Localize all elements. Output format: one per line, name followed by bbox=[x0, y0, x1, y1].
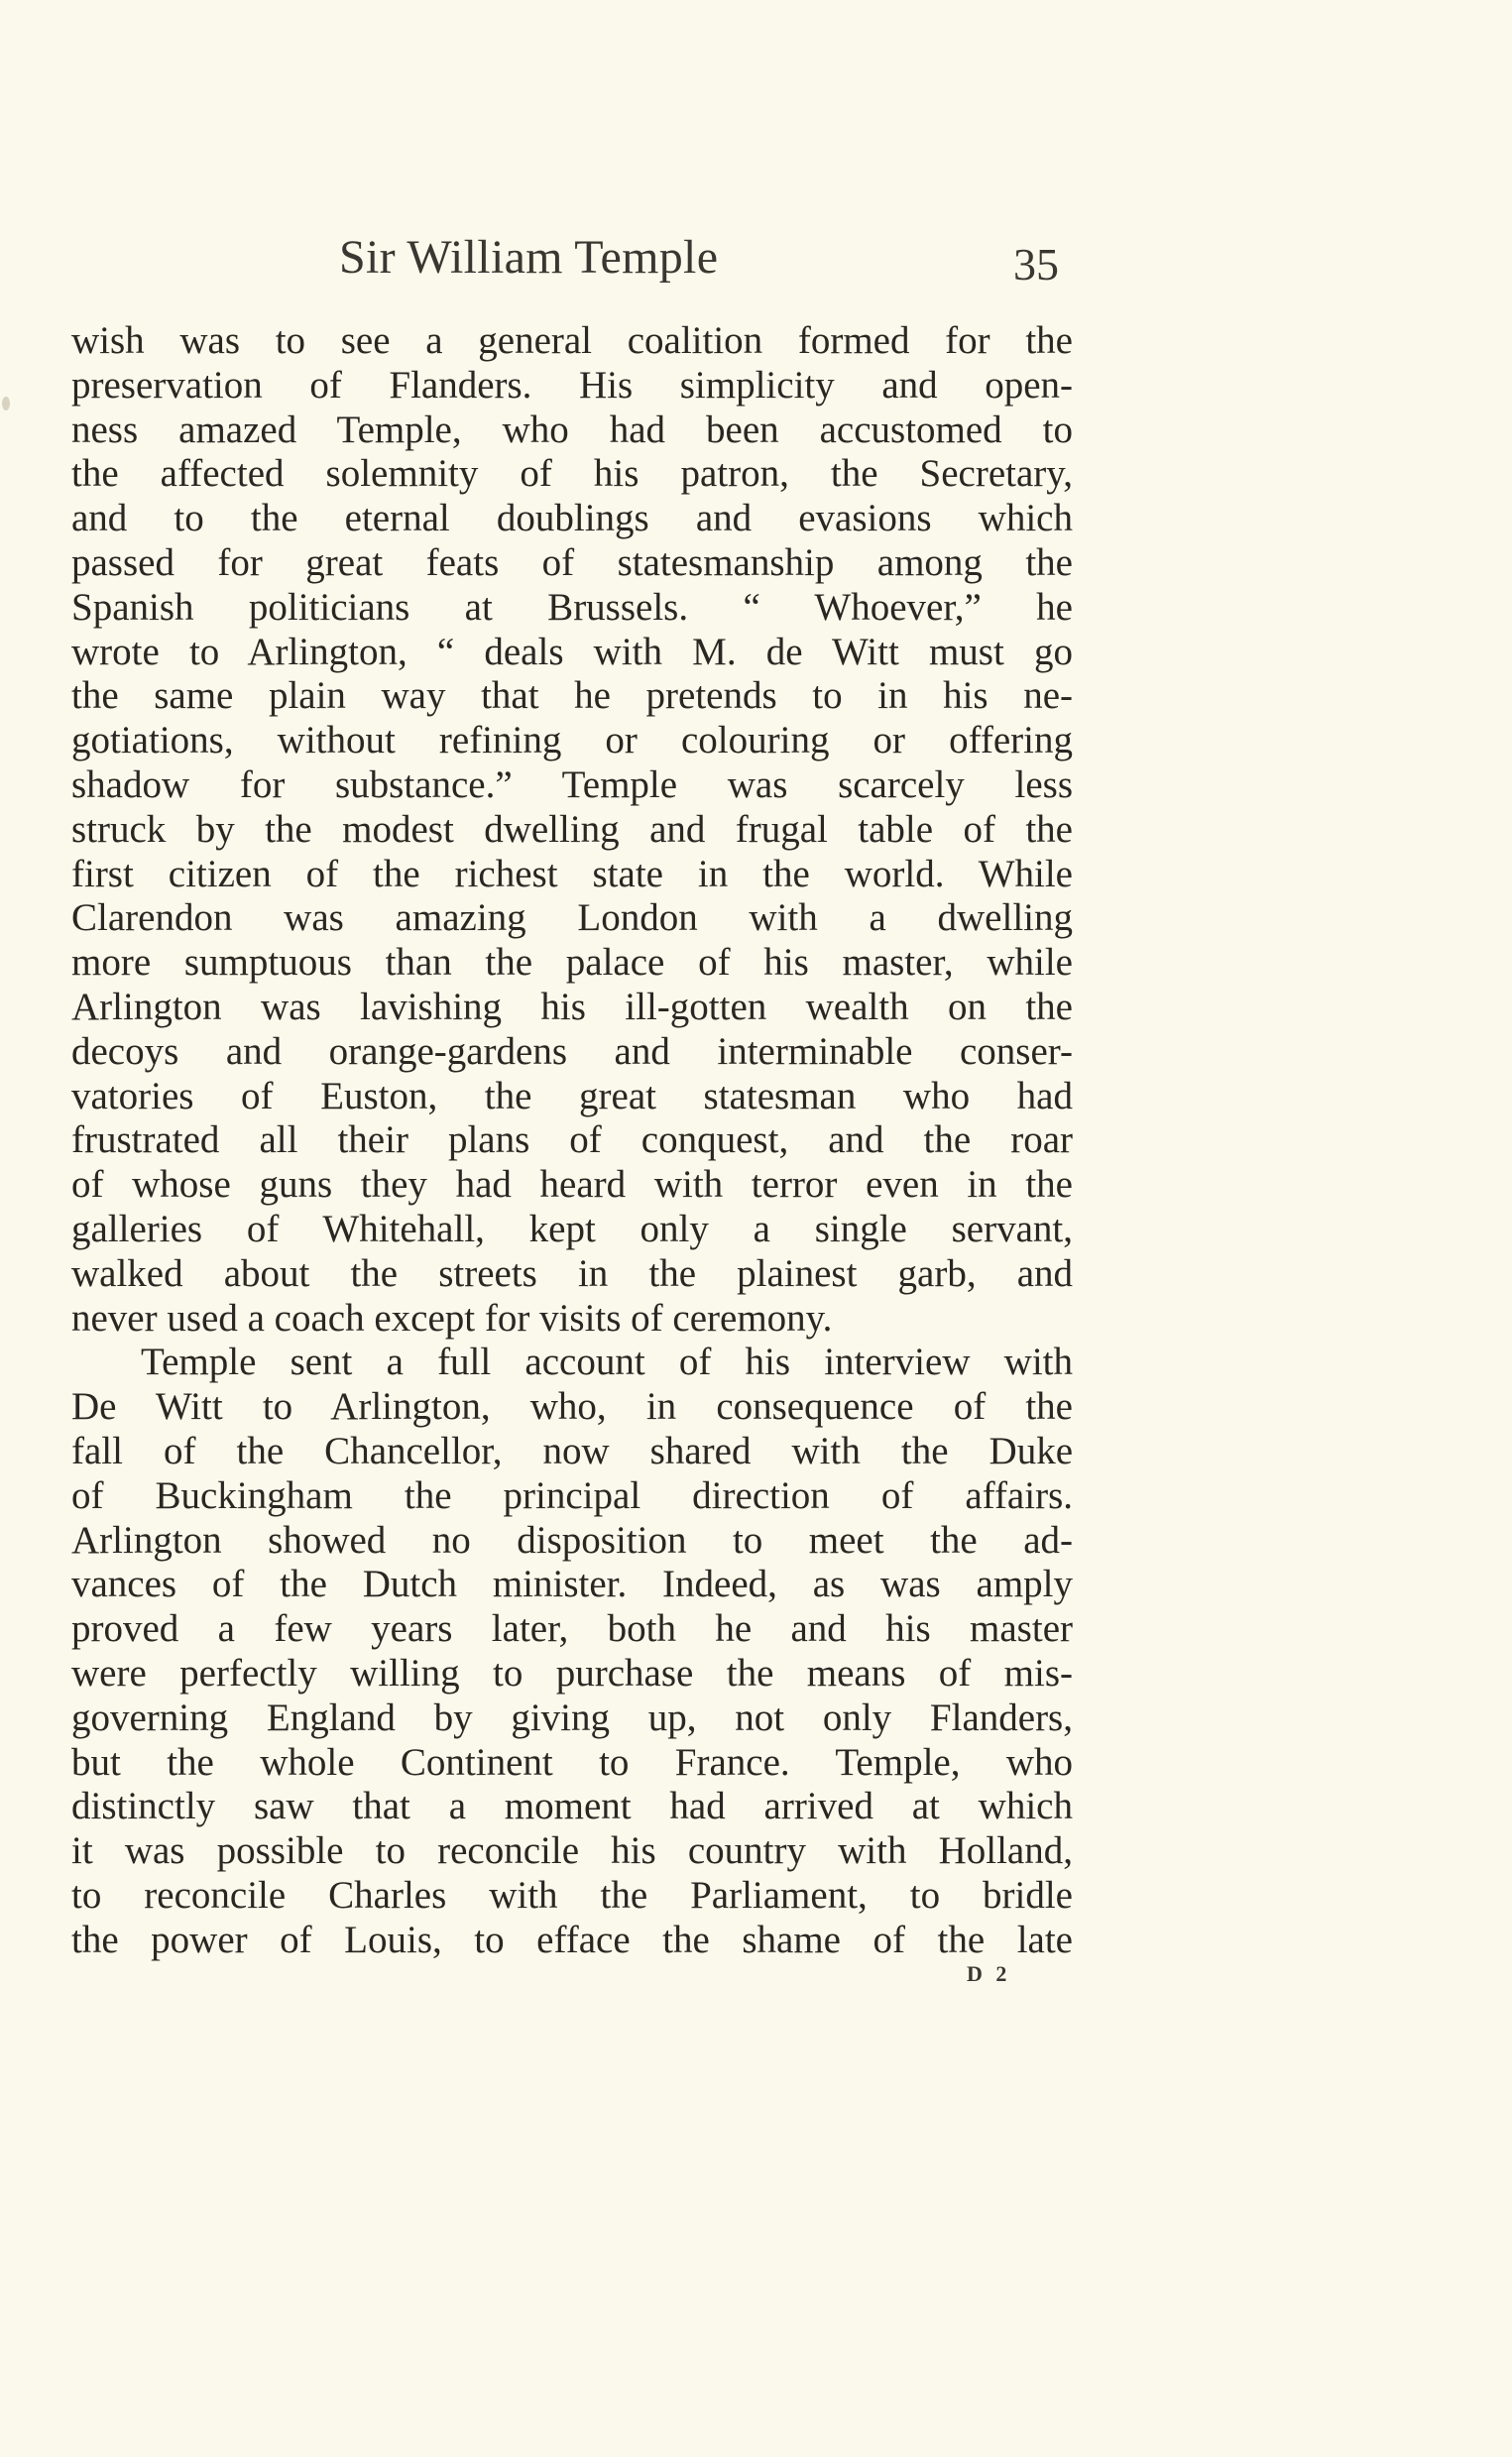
text-line: gotiations, without refining or colouring or offering bbox=[71, 719, 1073, 762]
signature-mark: D 2 bbox=[967, 1961, 1011, 1986]
running-title: Sir William Temple bbox=[339, 231, 719, 284]
text-line: Clarendon was amazing London with a dwelling bbox=[71, 896, 1073, 940]
running-head bbox=[0, 230, 1512, 290]
text-line: vatories of Euston, the great statesman who had bbox=[71, 1074, 1073, 1117]
text-line: were perfectly willing to purchase the means of mis- bbox=[71, 1651, 1073, 1695]
text-line: first citizen of the richest state in the world. While bbox=[71, 852, 1073, 895]
text-line: Spanish politicians at Brussels. “ Whoever,” he bbox=[71, 585, 1073, 629]
text-line: proved a few years later, both he and his master bbox=[71, 1607, 1073, 1651]
text-line: galleries of Whitehall, kept only a single servant, bbox=[71, 1207, 1073, 1250]
text-line: decoys and orange-gardens and interminable conser- bbox=[71, 1029, 1073, 1073]
text-line: it was possible to reconcile his country with Holland, bbox=[71, 1829, 1073, 1873]
text-line: the affected solemnity of his patron, the Secretary, bbox=[71, 452, 1073, 496]
text-line: fall of the Chancellor, now shared with the Duke bbox=[71, 1429, 1073, 1472]
text-line: shadow for substance.” Temple was scarcely less bbox=[71, 762, 1073, 806]
body-text bbox=[71, 319, 1073, 1962]
page-number: 35 bbox=[1013, 239, 1059, 290]
text-line: frustrated all their plans of conquest, and the roar bbox=[71, 1118, 1073, 1162]
text-line: the same plain way that he pretends to in his ne- bbox=[71, 674, 1073, 718]
text-line: De Witt to Arlington, who, in consequence of the bbox=[71, 1385, 1073, 1429]
text-line: wrote to Arlington, “ deals with M. de Witt must go bbox=[71, 630, 1073, 673]
text-line: ness amazed Temple, who had been accustomed to bbox=[71, 408, 1073, 451]
paragraph-end-line: never used a coach except for visits of ceremony. bbox=[71, 1296, 833, 1340]
text-line: vances of the Dutch minister. Indeed, as was amply bbox=[71, 1563, 1073, 1606]
text-line: Arlington showed no disposition to meet the ad- bbox=[71, 1518, 1073, 1562]
text-line: governing England by giving up, not only Flanders, bbox=[71, 1696, 1073, 1739]
text-line: of whose guns they had heard with terror even in the bbox=[71, 1163, 1073, 1207]
text-line: wish was to see a general coalition formed for the bbox=[71, 319, 1073, 362]
paragraph-start-line: Temple sent a full account of his interview with bbox=[141, 1341, 1073, 1384]
text-line: to reconcile Charles with the Parliament, to bridle bbox=[71, 1873, 1073, 1917]
text-line: the power of Louis, to efface the shame of the late bbox=[71, 1918, 1073, 1961]
paper-speck bbox=[2, 397, 10, 410]
text-line: more sumptuous than the palace of his master, while bbox=[71, 941, 1073, 985]
text-line: struck by the modest dwelling and frugal table of the bbox=[71, 807, 1073, 851]
text-line: passed for great feats of statesmanship among the bbox=[71, 540, 1073, 584]
text-line: Arlington was lavishing his ill-gotten wealth on the bbox=[71, 985, 1073, 1028]
text-line: but the whole Continent to France. Temple, who bbox=[71, 1740, 1073, 1784]
text-line: of Buckingham the principal direction of affairs. bbox=[71, 1473, 1073, 1517]
text-line: preservation of Flanders. His simplicity and open- bbox=[71, 363, 1073, 407]
text-line: distinctly saw that a moment had arrived at which bbox=[71, 1785, 1073, 1828]
text-line: and to the eternal doublings and evasions which bbox=[71, 497, 1073, 540]
text-line: walked about the streets in the plainest garb, and bbox=[71, 1251, 1073, 1295]
